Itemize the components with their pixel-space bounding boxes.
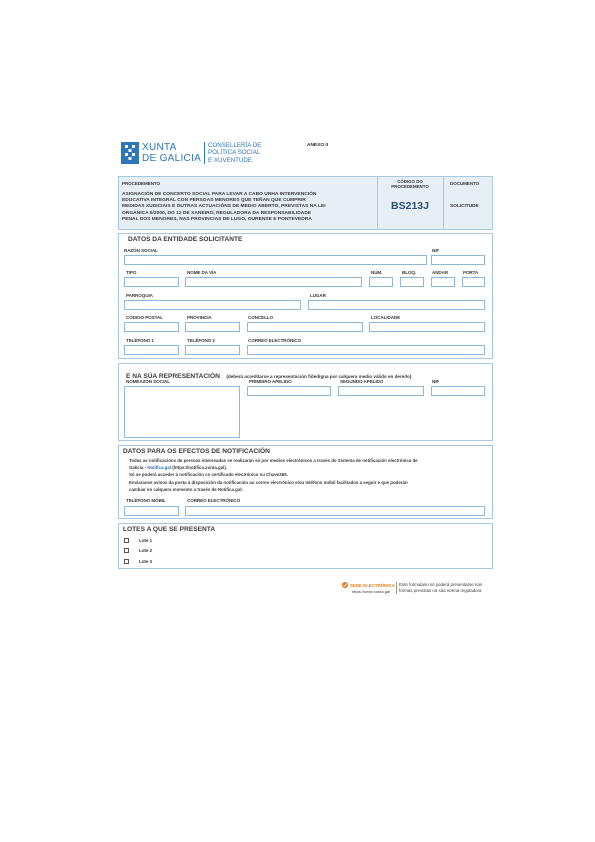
codigo-postal-input[interactable] xyxy=(124,322,179,332)
parroquia-input[interactable] xyxy=(124,300,301,310)
bloq-label: BLOQ. xyxy=(402,270,417,275)
notifica-link[interactable]: Notifica.gal xyxy=(147,465,171,471)
notif-correo-input[interactable] xyxy=(185,506,485,516)
lugar-label: LUGAR xyxy=(310,293,326,298)
lot-3-label: Lote 3 xyxy=(139,559,152,564)
annex-label: ANEXO II xyxy=(307,143,329,148)
sede-url[interactable]: https://sede.xunta.gal xyxy=(352,589,391,594)
notification-title: DATOS PARA OS EFECTOS DE NOTIFICACIÓN xyxy=(123,448,270,455)
department-name: CONSELLERÍA DE POLÍTICA SOCIAL E XUVENTUDE xyxy=(208,142,262,164)
lot-2-label: Lote 2 xyxy=(139,548,152,553)
rep-nif-input[interactable] xyxy=(431,386,485,396)
entity-title: DATOS DA ENTIDADE SOLICITANTE xyxy=(128,236,243,243)
representation-subtitle: (deberá acreditarse a representación fidedigna por calquera medio válido en dereito) xyxy=(226,374,412,379)
procedure-code: BS213J xyxy=(391,200,429,212)
localidade-label: LOCALIDADE xyxy=(371,315,401,320)
nif-input[interactable] xyxy=(431,255,485,265)
lot-1-checkbox[interactable] xyxy=(124,538,129,543)
telefono-mobil-label: TELÉFONO MÓBIL xyxy=(126,498,166,503)
lugar-input[interactable] xyxy=(308,300,485,310)
primeiro-apelido-label: PRIMEIRO APELIDO xyxy=(249,379,292,384)
tipo-input[interactable] xyxy=(124,277,179,287)
nomeation-label: NOMEAZÓN SOCIAL xyxy=(126,379,170,384)
xunta-logo xyxy=(121,142,206,166)
procedure-divider-2 xyxy=(443,176,444,230)
num-input[interactable] xyxy=(369,277,393,287)
correo-input[interactable] xyxy=(247,345,485,355)
andar-label: ANDAR xyxy=(432,270,449,275)
procedure-code-label: CÓDIGO DO PROCEDEMENTO xyxy=(391,179,429,189)
telefono-mobil-input[interactable] xyxy=(124,506,179,516)
procedure-label: PROCEDEMENTO xyxy=(122,181,161,186)
telefono1-label: TELÉFONO 1 xyxy=(126,338,154,343)
segundo-apelido-input[interactable] xyxy=(338,386,424,396)
telefono1-input[interactable] xyxy=(124,345,179,355)
primeiro-apelido-input[interactable] xyxy=(247,386,331,396)
porta-label: PORTA xyxy=(463,270,479,275)
logo-divider xyxy=(204,142,205,164)
razon-social-label: RAZÓN SOCIAL xyxy=(124,248,158,253)
lot-1-label: Lote 1 xyxy=(139,538,152,543)
localidade-input[interactable] xyxy=(369,322,485,332)
concello-label: CONCELLO xyxy=(248,315,273,320)
tipo-label: TIPO xyxy=(126,270,137,275)
parroquia-label: PARROQUIA xyxy=(126,293,153,298)
concello-input[interactable] xyxy=(247,322,363,332)
provincia-label: PROVINCIA xyxy=(187,315,212,320)
segundo-apelido-label: SEGUNDO APELIDO xyxy=(340,379,384,384)
porta-input[interactable] xyxy=(462,277,485,287)
bloq-input[interactable] xyxy=(400,277,424,287)
xunta-shield-icon xyxy=(121,142,139,164)
nomeation-input[interactable] xyxy=(124,386,240,438)
codigo-postal-label: CÓDIGO POSTAL xyxy=(126,315,163,320)
provincia-input[interactable] xyxy=(185,322,240,332)
procedure-divider-1 xyxy=(377,176,378,230)
representation-title-main: E NA SÚA REPRESENTACIÓN xyxy=(126,373,220,380)
sede-text: SEDE ELECTRÓNICA xyxy=(350,582,395,588)
telefono2-label: TELÉFONO 2 xyxy=(187,338,215,343)
nif-label: NIF xyxy=(432,248,440,253)
document-label: DOCUMENTO xyxy=(450,181,480,186)
lot-2-checkbox[interactable] xyxy=(124,548,129,553)
nome-via-input[interactable] xyxy=(185,277,362,287)
andar-input[interactable] xyxy=(431,277,455,287)
notification-text: Todas as notificacións de persoas interesadas se realizarán só por medios electrónicos a través do Sistema de notificación electrónica de Galicia - Notifica.gal (https://notifica.xunta.gal). Só se poderá acceder á notificación co certificado electrónico ou Chave365. Enviaranse avisos da posta á disposición da notificación ao correo electrónico e/ou teléfono móbil facilitados a seguir e que poderán cambiar en calquera momento a través de Notifica.gal: xyxy=(129,458,418,492)
procedure-title: ASIGNACIÓN DE CONCERTO SOCIAL PARA LEVAR A CABO UNHA INTERVENCIÓN EDUCATIVA INTEGRAL CON PERSOAS MENORES QUE TEÑAN QUE CUMPRIR MEDIDAS XUDICIAIS E OUTRAS ACTUACIÓNS DE MEDIO ABERTO, PREVISTAS NA LEI ORGÁNICA 5/2000, DO 12 DE XANEIRO, REGULADORA DA RESPONSABILIDADE PENAL DOS MENORES, NAS PROVINCIAS DE LUGO, OURENSE E PONTEVEDRA xyxy=(122,192,326,222)
rep-nif-label: NIF xyxy=(432,379,440,384)
document-value: SOLICITUDE xyxy=(450,204,479,209)
correo-label: CORREO ELECTRÓNICO xyxy=(248,338,302,343)
num-label: NÚM. xyxy=(371,270,383,275)
nome-via-label: NOME DA VÍA xyxy=(187,270,217,275)
razon-social-input[interactable] xyxy=(124,255,427,265)
footer-divider xyxy=(396,582,397,594)
telefono2-input[interactable] xyxy=(185,345,240,355)
lot-3-checkbox[interactable] xyxy=(124,559,129,564)
sede-circle-icon xyxy=(342,582,348,588)
footer-text: Este formulario só poderá presentarse nas formas previstas na súa norma reguladora xyxy=(399,582,482,594)
sede-logo xyxy=(342,582,398,596)
notif-correo-label: CORREO ELECTRÓNICO xyxy=(187,498,241,503)
lots-title: LOTES A QUE SE PRESENTA xyxy=(123,526,216,533)
logo-text-2: DE GALICIA xyxy=(142,153,202,164)
logo-text-1: XUNTA xyxy=(142,142,177,153)
